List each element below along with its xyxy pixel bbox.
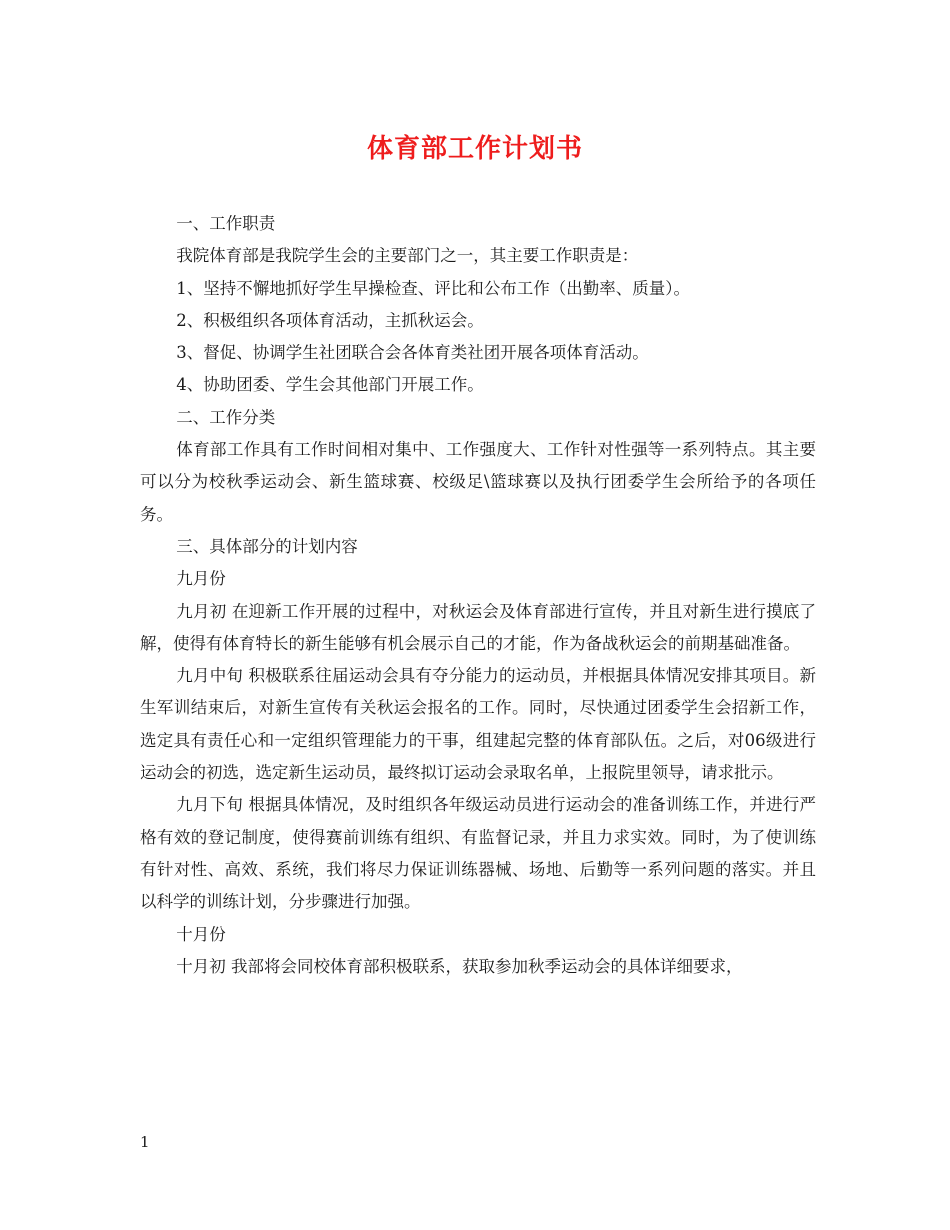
paragraph: 九月中旬 积极联系往届运动会具有夺分能力的运动员，并根据具体情况安排其项目。新生军训结束后，对新生宣传有关秋运会报名的工作。同时，尽快通过团委学生会招新工作，选定具有责任心和一定组织管理能力的干事，组建起完整的体育部队伍。之后，对06级进行运动会的初选，选定新生运动员，最终拟订运动会录取名单，上报院里领导，请求批示。 [140,666,816,783]
page-number: 1 [140,1133,150,1151]
month-heading-september: 九月份 [176,569,226,589]
list-item: 2、积极组织各项体育活动，主抓秋运会。 [176,310,484,330]
document-title: 体育部工作计划书 [366,134,583,164]
month-heading-october: 十月份 [176,924,226,944]
section-heading-classification: 二、工作分类 [176,407,276,427]
paragraph: 九月下旬 根据具体情况，及时组织各年级运动员进行运动会的准备训练工作，并进行严格有效的登记制度，使得赛前训练有组织、有监督记录，并且力求实效。同时，为了使训练有针对性、高效、系统，我们将尽力保证训练器械、场地、后勤等一系列问题的落实。并且以科学的训练计划，分步骤进行加强。 [140,795,816,912]
paragraph: 我院体育部是我院学生会的主要部门之一，其主要工作职责是： [176,246,639,266]
list-item: 3、督促、协调学生社团联合会各体育类社团开展各项体育活动。 [176,343,649,363]
paragraph: 九月初 在迎新工作开展的过程中，对秋运会及体育部进行宣传，并且对新生进行摸底了解，使得有体育特长的新生能够有机会展示自己的才能，作为备战秋运会的前期基础准备。 [140,601,816,653]
document-body [140,208,816,983]
list-item: 1、坚持不懈地抓好学生早操检查、评比和公布工作（出勤率、质量）。 [176,278,691,298]
paragraph: 体育部工作具有工作时间相对集中、工作强度大、工作针对性强等一系列特点。其主要可以分为校秋季运动会、新生篮球赛、校级足\篮球赛以及执行团委学生会所给予的各项任务。 [140,440,816,524]
section-heading-duties: 一、工作职责 [176,214,276,233]
paragraph: 十月初 我部将会同校体育部积极联系，获取参加秋季运动会的具体详细要求， [176,956,743,976]
list-item: 4、协助团委、学生会其他部门开展工作。 [176,375,484,395]
section-heading-plan: 三、具体部分的计划内容 [176,536,358,556]
